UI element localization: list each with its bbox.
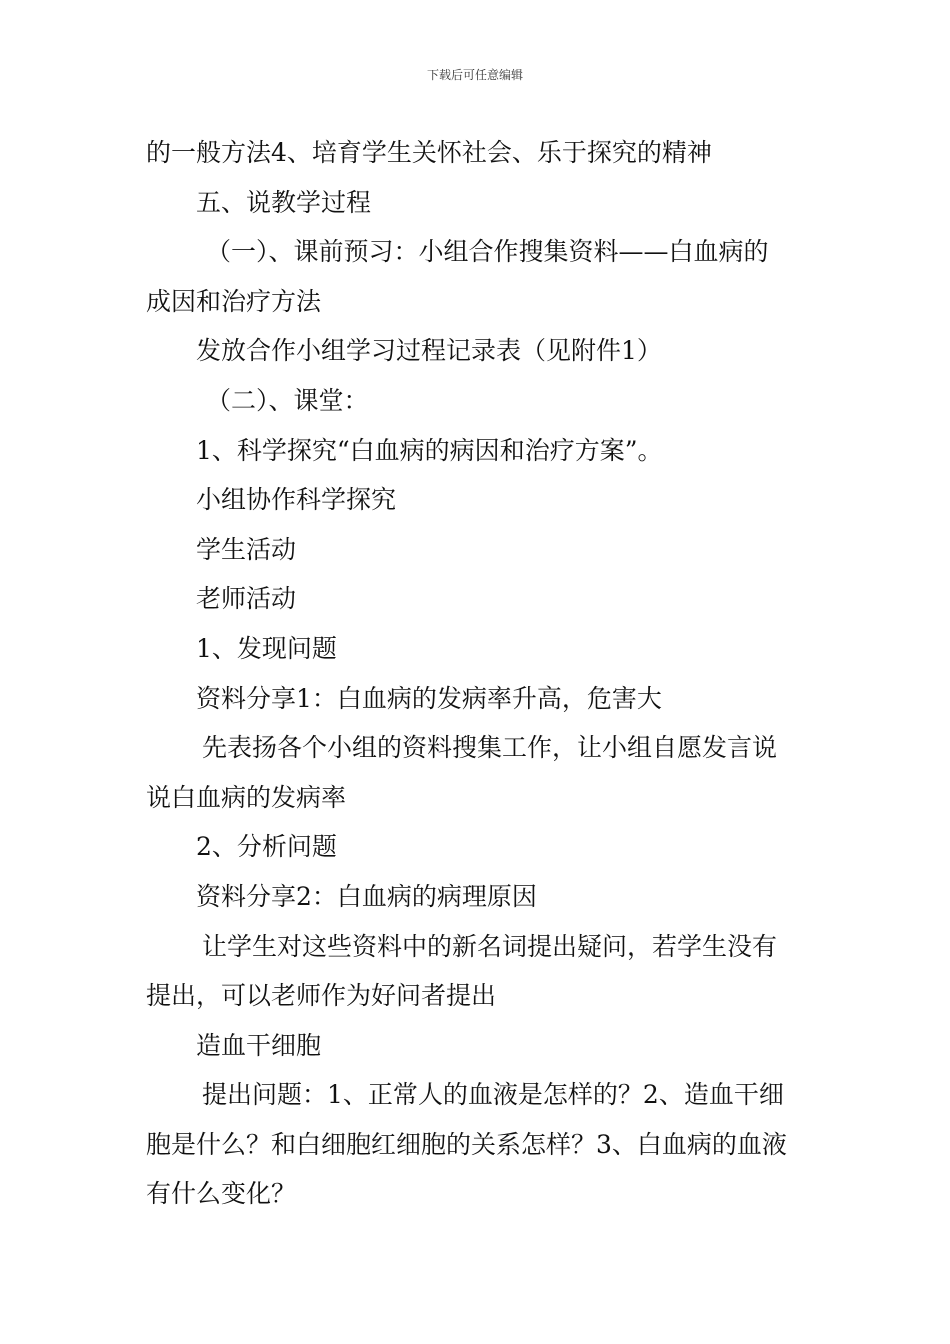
subsection-heading: （二）、课堂： bbox=[206, 385, 369, 415]
text-line: 成因和治疗方法 bbox=[146, 286, 322, 316]
text-line: 让学生对这些资料中的新名词提出疑问，若学生没有 bbox=[202, 931, 778, 961]
text-line: 胞是什么？和白细胞红细胞的关系怎样？3、白血病的血液 bbox=[146, 1129, 787, 1159]
text-line: 说白血病的发病率 bbox=[146, 782, 347, 812]
subsection-heading: （一）、课前预习：小组合作搜集资料——白血病的 bbox=[206, 237, 769, 267]
text-line: 2、分析问题 bbox=[196, 832, 337, 862]
text-line: 提出，可以老师作为好问者提出 bbox=[146, 981, 497, 1011]
text-line: 有什么变化？ bbox=[146, 1179, 297, 1209]
text-line: 提出问题：1、正常人的血液是怎样的？2、造血干细 bbox=[202, 1080, 784, 1110]
text-line: 造血干细胞 bbox=[196, 1030, 322, 1060]
text-line: 资料分享2：白血病的病理原因 bbox=[196, 881, 537, 911]
text-line: 1、科学探究“白血病的病因和治疗方案”。 bbox=[196, 435, 663, 465]
section-heading: 五、说教学过程 bbox=[196, 187, 372, 217]
page-header: 下载后可任意编辑 bbox=[426, 68, 523, 82]
text-line: 发放合作小组学习过程记录表（见附件1） bbox=[196, 336, 662, 366]
document-body bbox=[146, 128, 808, 1219]
text-line: 老师活动 bbox=[196, 584, 297, 614]
text-line: 的一般方法4、培育学生关怀社会、乐于探究的精神 bbox=[146, 138, 712, 167]
text-line: 资料分享1：白血病的发病率升高，危害大 bbox=[196, 683, 662, 713]
text-line: 先表扬各个小组的资料搜集工作，让小组自愿发言说 bbox=[202, 733, 778, 763]
text-line: 1、发现问题 bbox=[196, 633, 337, 663]
text-line: 小组协作科学探究 bbox=[196, 485, 397, 515]
text-line: 学生活动 bbox=[196, 534, 297, 564]
